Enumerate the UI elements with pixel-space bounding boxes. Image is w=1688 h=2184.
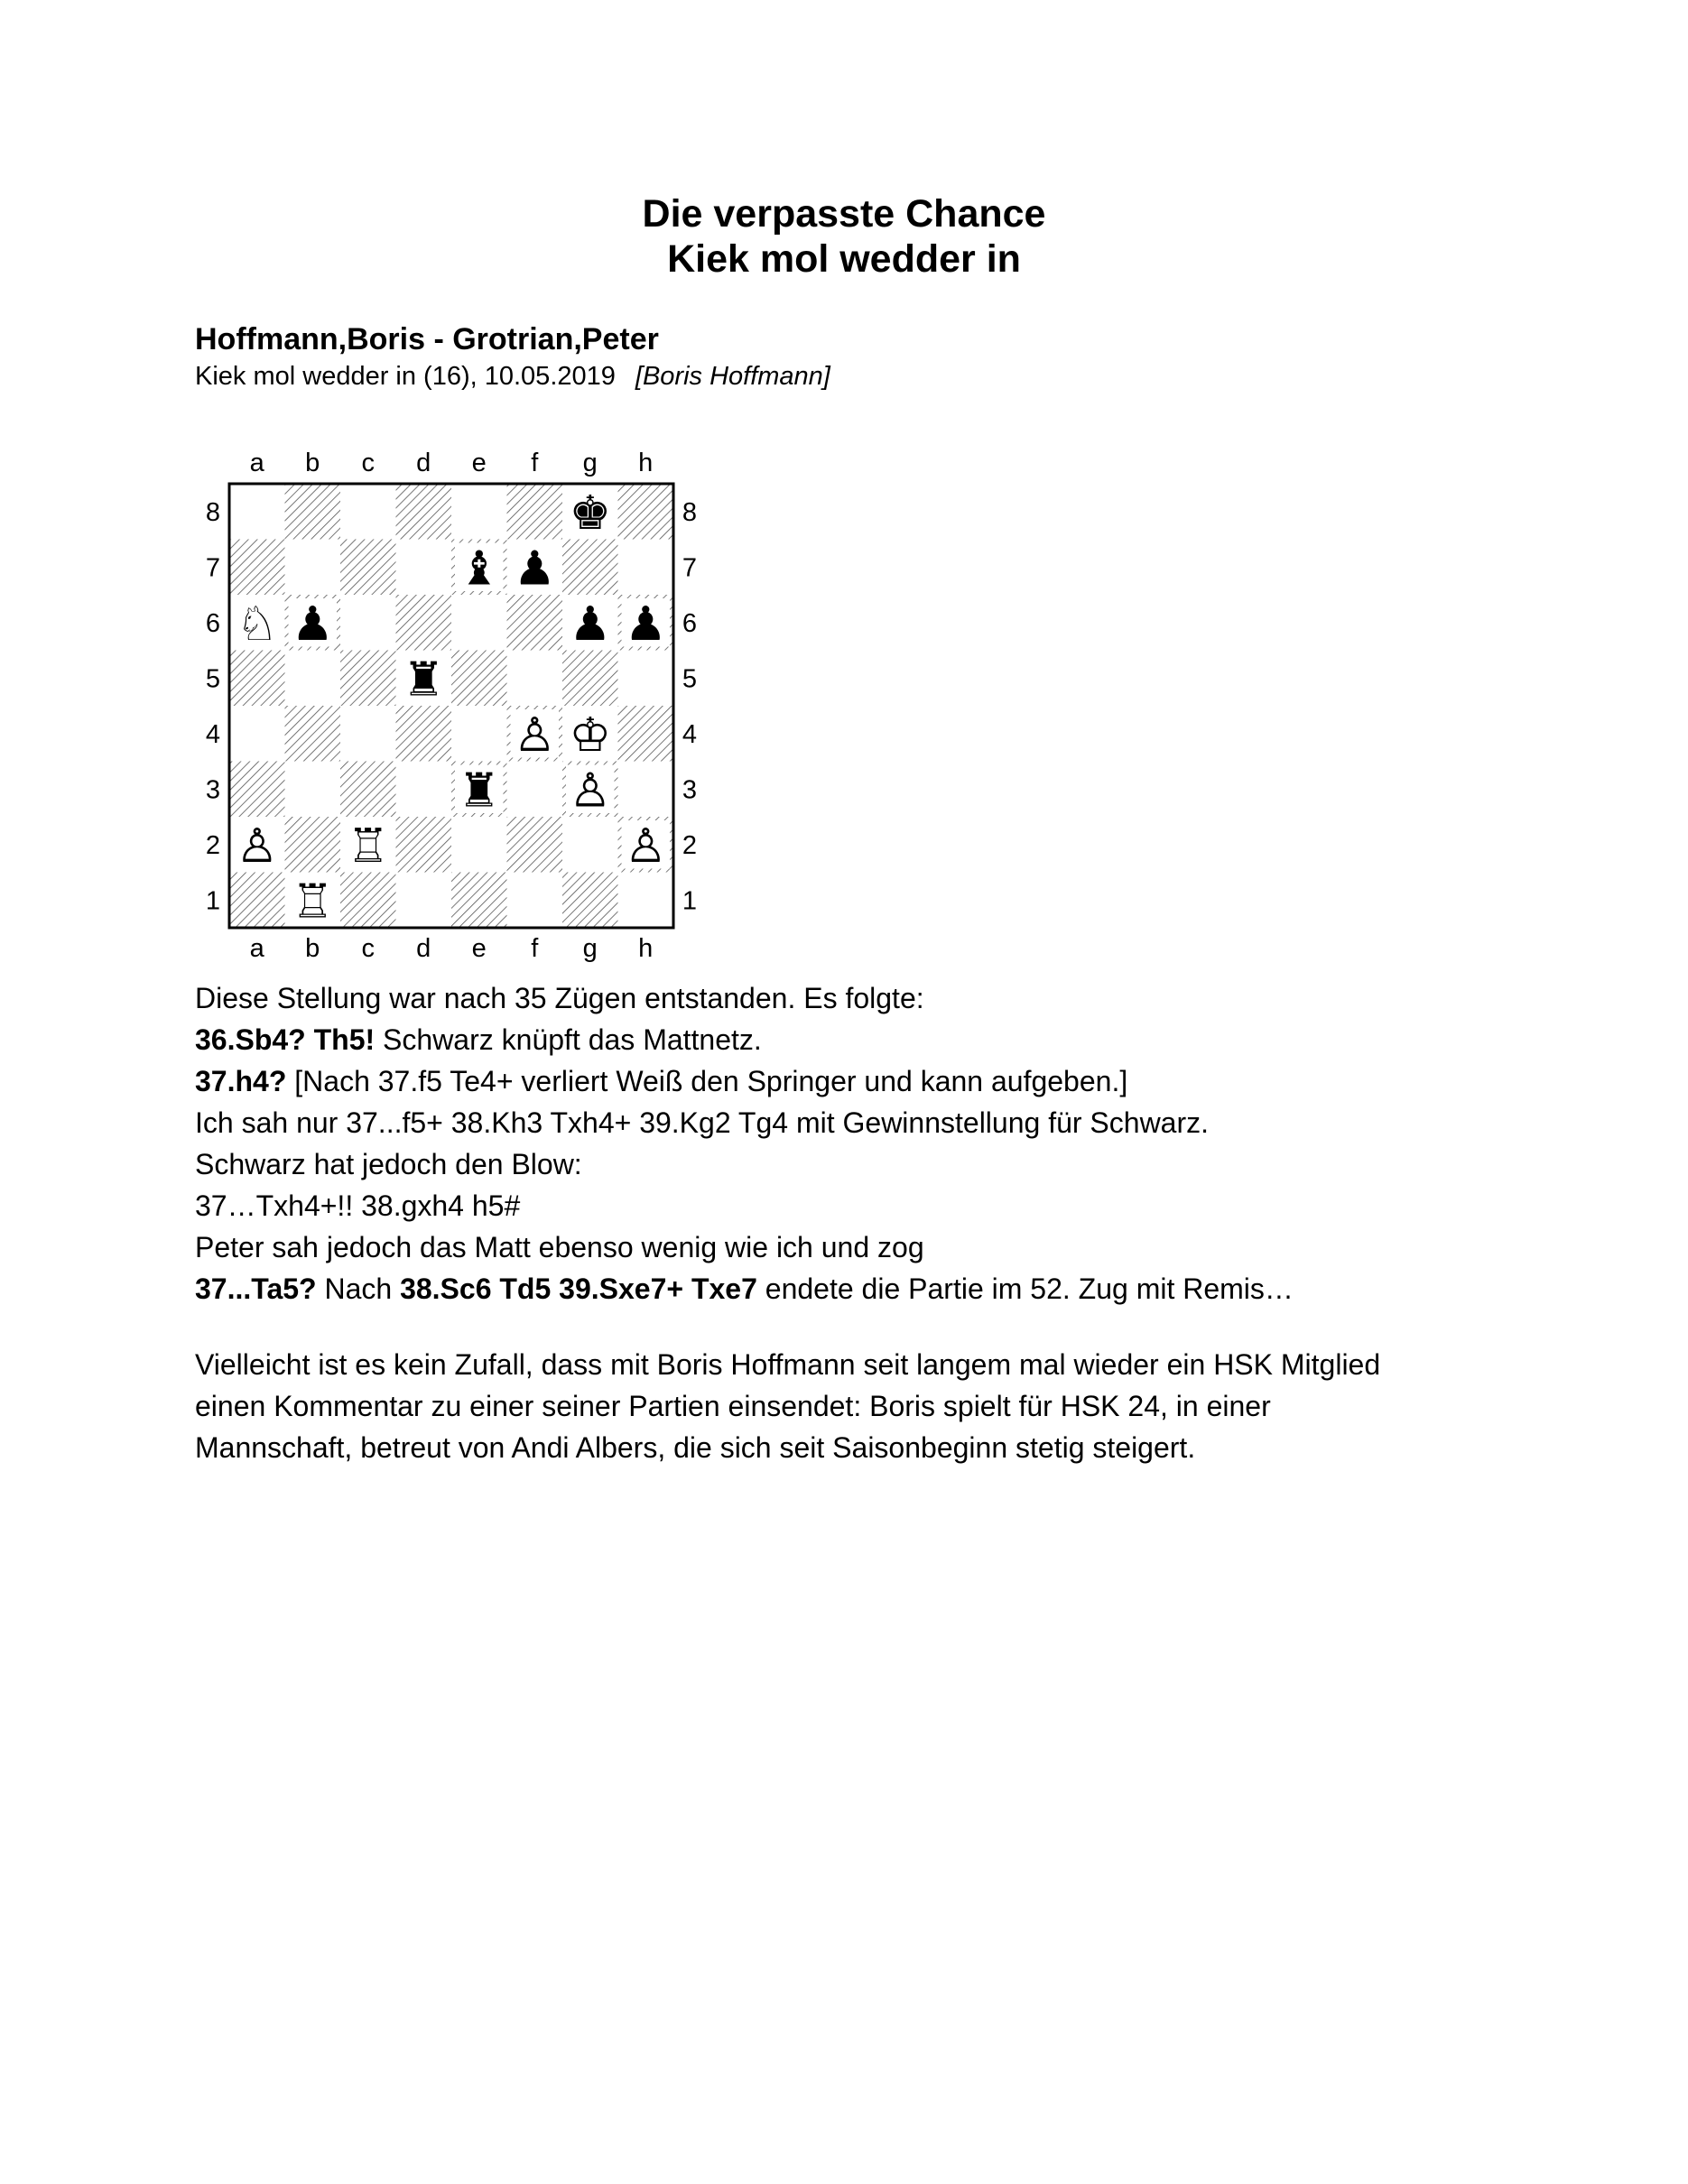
- board-square-a4: [229, 706, 285, 762]
- board-square-a1: [229, 873, 285, 929]
- move-text: 37...Ta5?: [195, 1272, 317, 1305]
- board-square-c7: [340, 540, 396, 596]
- board-square-b2: [285, 817, 341, 873]
- board-square-d6: [396, 595, 452, 651]
- black-rook-icon: ♜: [402, 652, 445, 708]
- board-square-c6: [340, 595, 396, 651]
- black-pawn-icon: ♟: [569, 597, 612, 652]
- board-square-c5: [340, 651, 396, 707]
- board-square-f1: [507, 873, 563, 929]
- title-line-2: Kiek mol wedder in: [667, 237, 1021, 281]
- black-pawn-icon: ♟: [513, 541, 556, 597]
- board-square-g2: [562, 817, 618, 873]
- board-square-c4: [340, 706, 396, 762]
- board-square-b4: [285, 706, 341, 762]
- rank-label-right: 8: [682, 497, 698, 527]
- file-label-bottom: b: [305, 934, 320, 963]
- closing-line: Vielleicht ist es kein Zufall, dass mit Boris Hoffmann seit langem mal wieder ein HSK Mitglied: [195, 1348, 1381, 1381]
- file-label-top: e: [471, 449, 487, 477]
- board-square-a5: [229, 651, 285, 707]
- move-text: 38.Sc6 Td5 39.Sxe7+ Txe7: [400, 1272, 757, 1305]
- board-squares: [229, 484, 673, 928]
- board-square-h7: [618, 540, 674, 596]
- black-king-icon: ♚: [569, 486, 612, 541]
- rank-label-right: 2: [682, 830, 698, 860]
- rank-label-right: 7: [682, 553, 698, 583]
- file-label-bottom: e: [471, 934, 487, 963]
- file-label-bottom: c: [361, 934, 375, 963]
- board-square-d8: [396, 484, 452, 540]
- board-square-d3: [396, 762, 452, 818]
- board-square-g1: [562, 873, 618, 929]
- board-square-b5: [285, 651, 341, 707]
- commentary-line: Diese Stellung war nach 35 Zügen entstanden. Es folgte:: [195, 982, 924, 1014]
- file-label-bottom: h: [638, 934, 654, 963]
- rank-label-right: 6: [682, 608, 698, 638]
- commentary-line: Peter sah jedoch das Matt ebenso wenig wie ich und zog: [195, 1231, 924, 1263]
- white-king-icon: ♔: [569, 708, 612, 763]
- board-square-f6: [507, 595, 563, 651]
- board-square-a7: [229, 540, 285, 596]
- game-players: Hoffmann,Boris - Grotrian,Peter: [195, 322, 659, 356]
- rank-label-right: 1: [682, 886, 698, 916]
- board-square-c3: [340, 762, 396, 818]
- rank-label-left: 7: [205, 553, 221, 583]
- black-bishop-icon: ♝: [458, 541, 501, 597]
- rank-label-left: 8: [205, 497, 221, 527]
- closing-line: Mannschaft, betreut von Andi Albers, die sich seit Saisonbeginn stetig steigert.: [195, 1431, 1196, 1464]
- board-square-c8: [340, 484, 396, 540]
- board-square-e1: [451, 873, 507, 929]
- rank-label-right: 4: [682, 719, 698, 749]
- board-square-e4: [451, 706, 507, 762]
- commentary-line: 37…Txh4+!! 38.gxh4 h5#: [195, 1189, 521, 1222]
- title-line-1: Die verpasste Chance: [642, 192, 1046, 236]
- board-square-b3: [285, 762, 341, 818]
- chess-diagram: [193, 442, 717, 966]
- white-pawn-icon: ♙: [513, 708, 556, 763]
- commentary-line: 37.h4? [Nach 37.f5 Te4+ verliert Weiß den Springer und kann aufgeben.]: [195, 1065, 1128, 1097]
- file-label-top: c: [361, 449, 375, 477]
- board-square-h5: [618, 651, 674, 707]
- board-square-c1: [340, 873, 396, 929]
- file-label-top: h: [638, 449, 654, 477]
- file-label-bottom: d: [416, 934, 431, 963]
- game-event-line: [195, 361, 830, 392]
- black-pawn-icon: ♟: [291, 597, 334, 652]
- file-label-top: f: [531, 449, 539, 477]
- rank-label-left: 6: [205, 608, 221, 638]
- rank-label-left: 2: [205, 830, 221, 860]
- board-square-f5: [507, 651, 563, 707]
- board-square-b7: [285, 540, 341, 596]
- board-square-b8: [285, 484, 341, 540]
- white-rook-icon: ♖: [291, 875, 334, 930]
- black-rook-icon: ♜: [458, 763, 501, 819]
- board-square-e2: [451, 817, 507, 873]
- game-annotator: [Boris Hoffmann]: [635, 362, 830, 391]
- board-square-d7: [396, 540, 452, 596]
- board-square-a3: [229, 762, 285, 818]
- file-label-top: b: [305, 449, 320, 477]
- board-square-d4: [396, 706, 452, 762]
- document-title: [0, 191, 1688, 282]
- move-text: 37.h4?: [195, 1065, 287, 1097]
- commentary-line: 36.Sb4? Th5! Schwarz knüpft das Mattnetz.: [195, 1023, 762, 1056]
- board-square-d1: [396, 873, 452, 929]
- commentary-line: Ich sah nur 37...f5+ 38.Kh3 Txh4+ 39.Kg2 Tg4 mit Gewinnstellung für Schwarz.: [195, 1106, 1210, 1139]
- rank-label-left: 4: [205, 719, 221, 749]
- rank-label-left: 1: [205, 886, 221, 916]
- rank-label-right: 5: [682, 664, 698, 694]
- white-rook-icon: ♖: [347, 819, 390, 874]
- board-square-d2: [396, 817, 452, 873]
- rank-label-left: 5: [205, 664, 221, 694]
- white-knight-icon: ♘: [236, 597, 279, 652]
- file-label-top: g: [582, 449, 598, 477]
- commentary-line: Schwarz hat jedoch den Blow:: [195, 1148, 582, 1180]
- file-label-top: a: [249, 449, 264, 477]
- white-pawn-icon: ♙: [236, 819, 279, 874]
- board-square-h8: [618, 484, 674, 540]
- rank-label-right: 3: [682, 775, 698, 805]
- board-square-h3: [618, 762, 674, 818]
- board-square-g7: [562, 540, 618, 596]
- closing-paragraph: [195, 1344, 1513, 1468]
- file-label-bottom: a: [249, 934, 264, 963]
- board-square-g5: [562, 651, 618, 707]
- board-square-h4: [618, 706, 674, 762]
- board-square-e5: [451, 651, 507, 707]
- white-pawn-icon: ♙: [624, 819, 667, 874]
- rank-label-left: 3: [205, 775, 221, 805]
- file-label-top: d: [416, 449, 431, 477]
- board-square-f2: [507, 817, 563, 873]
- board-square-e8: [451, 484, 507, 540]
- board-square-f3: [507, 762, 563, 818]
- black-pawn-icon: ♟: [624, 597, 667, 652]
- commentary: [195, 977, 1513, 1309]
- closing-line: einen Kommentar zu einer seiner Partien einsendet: Boris spielt für HSK 24, in einer: [195, 1390, 1271, 1422]
- board-square-a8: [229, 484, 285, 540]
- file-label-bottom: g: [582, 934, 598, 963]
- move-text: 36.Sb4? Th5!: [195, 1023, 376, 1056]
- board-square-e6: [451, 595, 507, 651]
- game-event: Kiek mol wedder in (16), 10.05.2019: [195, 362, 616, 391]
- file-label-bottom: f: [531, 934, 539, 963]
- commentary-line: 37...Ta5? Nach 38.Sc6 Td5 39.Sxe7+ Txe7 endete die Partie im 52. Zug mit Remis…: [195, 1272, 1294, 1305]
- board-square-h1: [618, 873, 674, 929]
- white-pawn-icon: ♙: [569, 763, 612, 819]
- board-square-f8: [507, 484, 563, 540]
